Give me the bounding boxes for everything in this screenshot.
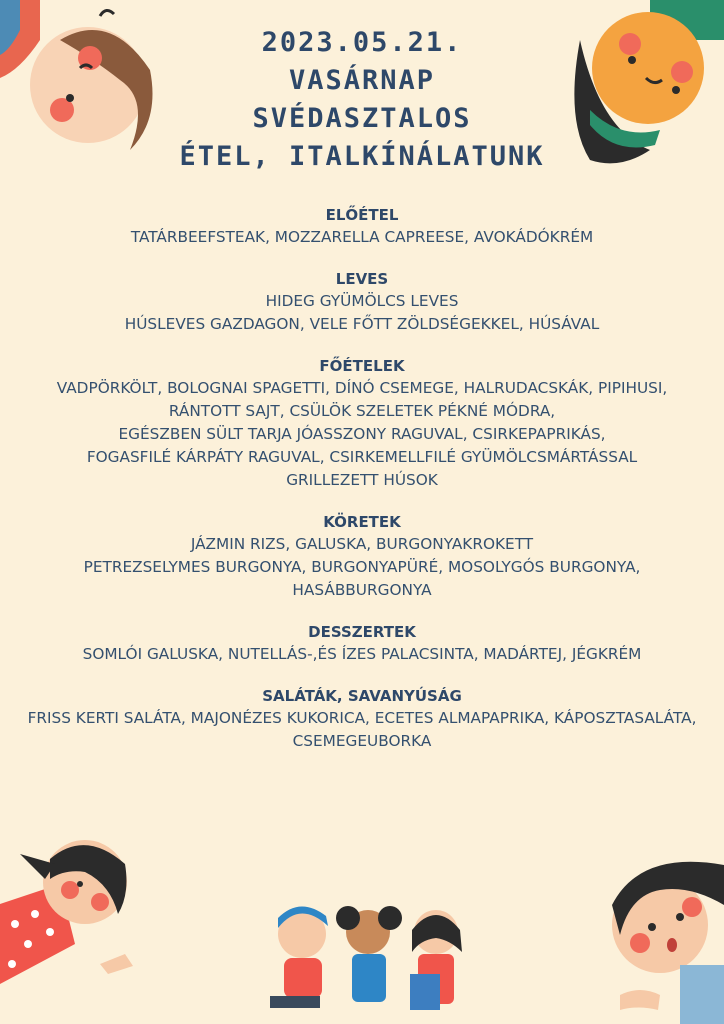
kid-top-left-illustration: [0, 0, 170, 165]
section-eloetel: [0, 204, 724, 249]
section-leves: [0, 268, 724, 336]
section-title: KÖRETEK: [323, 513, 401, 531]
title-style: SVÉDASZTALOS: [252, 103, 472, 134]
menu-line: CSEMEGEUBORKA: [292, 732, 432, 750]
menu-line: FOGASFILÉ KÁRPÁTY RAGUVAL, CSIRKEMELLFILÉ GYÜMÖLCSMÁRTÁSSAL: [86, 448, 638, 466]
menu-line: SOMLÓI GALUSKA, NUTELLÁS-,ÉS ÍZES PALACSINTA, MADÁRTEJ, JÉGKRÉM: [82, 645, 642, 663]
title-day: VASÁRNAP: [288, 65, 436, 96]
menu: [0, 204, 724, 772]
menu-line: TATÁRBEEFSTEAK, MOZZARELLA CAPREESE, AVOKÁDÓKRÉM: [130, 228, 594, 246]
menu-line: FRISS KERTI SALÁTA, MAJONÉZES KUKORICA, ECETES ALMAPAPRIKA, KÁPOSZTASALÁTA,: [27, 709, 697, 727]
menu-line: JÁZMIN RIZS, GALUSKA, BURGONYAKROKETT: [190, 535, 534, 553]
menu-line: GRILLEZETT HÚSOK: [286, 471, 438, 489]
section-foetelek: [0, 355, 724, 492]
kid-bottom-left-illustration: [0, 834, 140, 1024]
menu-line: HASÁBBURGONYA: [292, 581, 432, 599]
menu-line: VADPÖRKÖLT, BOLOGNAI SPAGETTI, DÍNÓ CSEMEGE, HALRUDACSKÁK, PIPIHUSI,: [56, 379, 668, 397]
section-title: SALÁTÁK, SAVANYÚSÁG: [262, 687, 462, 705]
menu-line: HÚSLEVES GAZDAGON, VELE FŐTT ZÖLDSÉGEKKEL, HÚSÁVAL: [124, 315, 600, 333]
title-date: 2023.05.21.: [261, 27, 463, 58]
section-desszertek: [0, 621, 724, 666]
menu-line: RÁNTOTT SAJT, CSÜLÖK SZELETEK PÉKNÉ MÓDRA,: [168, 402, 556, 420]
section-koretek: [0, 511, 724, 602]
section-title: LEVES: [335, 270, 389, 288]
menu-line: EGÉSZBEN SÜLT TARJA JÓASSZONY RAGUVAL, CSIRKEPAPRIKÁS,: [118, 425, 606, 443]
kid-top-right-illustration: [560, 0, 724, 175]
section-title: FŐÉTELEK: [319, 357, 405, 375]
kids-group-illustration: [240, 900, 480, 1024]
menu-line: HIDEG GYÜMÖLCS LEVES: [265, 292, 459, 310]
section-title: ELŐÉTEL: [325, 206, 399, 224]
menu-line: PETREZSELYMES BURGONYA, BURGONYAPÜRÉ, MOSOLYGÓS BURGONYA,: [83, 558, 641, 576]
section-title: DESSZERTEK: [308, 623, 416, 641]
section-salatak: [0, 685, 724, 753]
kid-bottom-right-illustration: [600, 845, 724, 1024]
title-offer: ÉTEL, ITALKÍNÁLATUNK: [179, 141, 545, 172]
